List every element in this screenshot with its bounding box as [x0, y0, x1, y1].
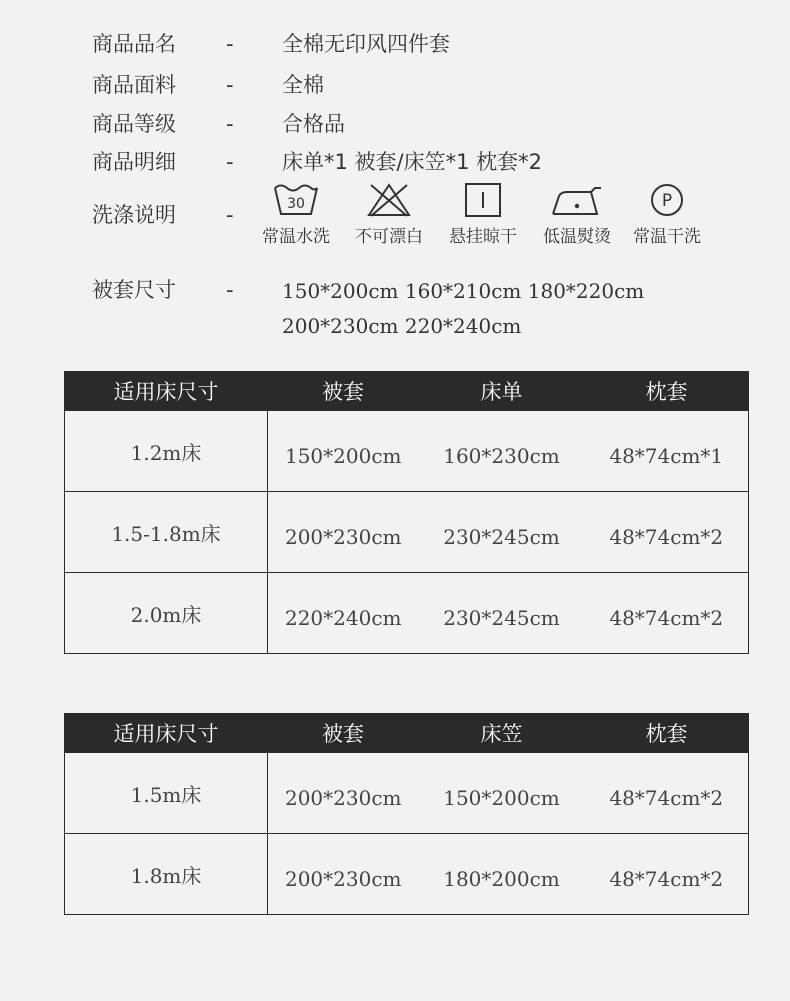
care-item	[433, 182, 533, 247]
table-header: 床单	[419, 371, 585, 411]
spec-value: 全棉	[282, 73, 324, 97]
care-caption: 常温水洗	[262, 227, 330, 247]
table-header-row	[65, 713, 749, 753]
table-row	[65, 834, 749, 915]
care-caption: 低温熨烫	[543, 227, 611, 247]
spec-value: 全棉无印风四件套	[282, 32, 450, 56]
table-cell: 200*230cm	[268, 834, 419, 915]
table-cell: 1.8m床	[65, 834, 268, 915]
size-table-fitted	[64, 713, 749, 915]
iron-low-icon	[549, 182, 605, 218]
table-row	[65, 573, 749, 654]
table-cell: 200*230cm	[268, 753, 419, 834]
table-cell: 48*74cm*2	[585, 834, 749, 915]
spec-dash: -	[226, 32, 234, 56]
spec-label: 商品面料	[92, 73, 176, 97]
table-cell: 230*245cm	[419, 492, 585, 573]
table-cell: 230*245cm	[419, 573, 585, 654]
spec-label: 被套尺寸	[92, 278, 176, 302]
table-row	[65, 753, 749, 834]
care-caption: 悬挂晾干	[449, 227, 517, 247]
size-table-duvet	[64, 371, 749, 654]
spec-label: 洗涤说明	[92, 203, 176, 227]
table-cell: 200*230cm	[268, 492, 419, 573]
table-header: 适用床尺寸	[65, 713, 268, 753]
wash-30-icon	[272, 182, 320, 218]
care-item	[617, 182, 717, 247]
table-cell: 1.2m床	[65, 411, 268, 492]
duvet-size-line: 150*200cm 160*210cm 180*220cm	[282, 279, 645, 303]
spec-value: 合格品	[282, 112, 345, 136]
care-caption: 常温干洗	[633, 227, 701, 247]
dry-clean-icon	[643, 182, 691, 218]
spec-dash: -	[226, 278, 234, 302]
table-header: 枕套	[585, 371, 749, 411]
table-cell: 48*74cm*2	[585, 573, 749, 654]
hang-dry-icon	[459, 182, 507, 218]
table-row	[65, 492, 749, 573]
table-header: 被套	[268, 371, 419, 411]
table-cell: 48*74cm*2	[585, 492, 749, 573]
spec-value: 床单*1 被套/床笠*1 枕套*2	[282, 150, 543, 174]
table-cell: 160*230cm	[419, 411, 585, 492]
table-cell: 150*200cm	[268, 411, 419, 492]
no-bleach-icon	[365, 182, 413, 218]
table-cell: 48*74cm*1	[585, 411, 749, 492]
spec-dash: -	[226, 73, 234, 97]
care-item	[527, 182, 627, 247]
spec-dash: -	[226, 112, 234, 136]
table-cell: 1.5m床	[65, 753, 268, 834]
table-row	[65, 411, 749, 492]
duvet-size-line: 200*230cm 220*240cm	[282, 314, 522, 338]
table-header: 枕套	[585, 713, 749, 753]
svg-text:30: 30	[287, 196, 305, 212]
spec-label: 商品等级	[92, 112, 176, 136]
spec-label: 商品明细	[92, 150, 176, 174]
table-cell: 220*240cm	[268, 573, 419, 654]
table-header: 床笠	[419, 713, 585, 753]
table-header: 被套	[268, 713, 419, 753]
spec-label: 商品品名	[92, 32, 176, 56]
table-cell: 48*74cm*2	[585, 753, 749, 834]
care-caption: 不可漂白	[355, 227, 423, 247]
care-item	[246, 182, 346, 247]
spec-dash: -	[226, 203, 234, 227]
care-item	[339, 182, 439, 247]
care-icons	[0, 182, 790, 252]
table-cell: 150*200cm	[419, 753, 585, 834]
table-cell: 2.0m床	[65, 573, 268, 654]
table-cell: 180*200cm	[419, 834, 585, 915]
table-cell: 1.5-1.8m床	[65, 492, 268, 573]
svg-text:P: P	[661, 191, 673, 211]
spec-dash: -	[226, 150, 234, 174]
table-header: 适用床尺寸	[65, 371, 268, 411]
table-header-row	[65, 371, 749, 411]
